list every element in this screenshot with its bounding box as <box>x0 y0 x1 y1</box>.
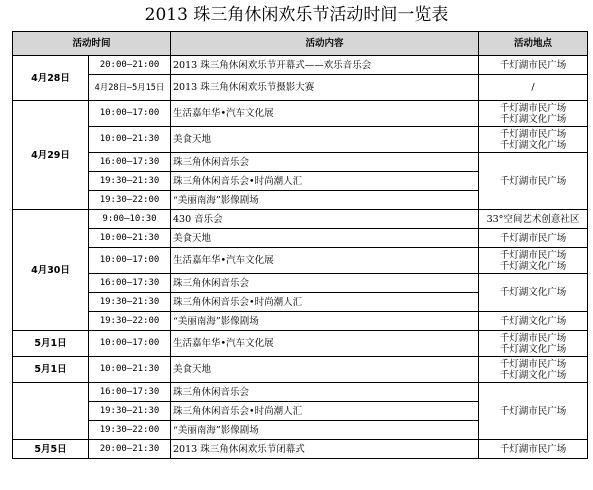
date-cell: 5月5日 <box>13 440 89 459</box>
place-cell: 千灯湖文化广场 <box>479 274 588 312</box>
time-cell: 19:30—21:30 <box>89 402 171 421</box>
table-row <box>13 440 588 459</box>
time-cell: 19:30—21:30 <box>89 293 171 312</box>
place-cell: 千灯湖市民广场 千灯湖文化广场 <box>479 331 588 357</box>
place-cell: 千灯湖市民广场 千灯湖文化广场 <box>479 248 588 274</box>
table-row <box>13 383 588 402</box>
event-cell: 生活嘉年华•汽车文化展 <box>171 331 479 357</box>
time-cell: 9:00—10:30 <box>89 210 171 229</box>
table-row <box>13 101 588 127</box>
event-cell: 2013 珠三角休闲欢乐节摄影大赛 <box>171 75 479 101</box>
event-cell: 430 音乐会 <box>171 210 479 229</box>
time-cell: 10:00—17:00 <box>89 331 171 357</box>
table-row <box>13 153 588 172</box>
table-row <box>13 229 588 248</box>
time-cell: 10:00—17:00 <box>89 101 171 127</box>
table-row <box>13 312 588 331</box>
place-cell: 千灯湖市民广场 <box>479 56 588 75</box>
event-cell: 珠三角休闲音乐会 <box>171 153 479 172</box>
event-cell: 珠三角休闲音乐会 <box>171 274 479 293</box>
place-cell: 千灯湖市民广场 千灯湖文化广场 <box>479 127 588 153</box>
place-cell: 33°空间艺术创意社区 <box>479 210 588 229</box>
time-cell: 10:00—17:00 <box>89 248 171 274</box>
time-cell: 16:00—17:30 <box>89 153 171 172</box>
event-cell: 美食天地 <box>171 357 479 383</box>
event-cell: “美丽南海”影像剧场 <box>171 191 479 210</box>
event-cell: “美丽南海”影像剧场 <box>171 421 479 440</box>
table-row <box>13 357 588 383</box>
place-cell: 千灯湖市民广场 千灯湖文化广场 <box>479 101 588 127</box>
table-row <box>13 331 588 357</box>
place-cell: 千灯湖市民广场 <box>479 229 588 248</box>
table-row <box>13 248 588 274</box>
event-cell: 珠三角休闲音乐会•时尚潮人汇 <box>171 172 479 191</box>
time-cell: 20:00—21:30 <box>89 440 171 459</box>
schedule-table <box>12 31 588 459</box>
time-cell: 19:30—22:00 <box>89 421 171 440</box>
table-row <box>13 274 588 293</box>
place-cell: 千灯湖市民广场 <box>479 440 588 459</box>
date-cell: 4月28日 <box>13 56 89 101</box>
time-cell: 10:00—21:30 <box>89 127 171 153</box>
event-cell: 美食天地 <box>171 127 479 153</box>
time-cell: 10:00—21:30 <box>89 229 171 248</box>
event-cell: “美丽南海”影像剧场 <box>171 312 479 331</box>
place-cell: 千灯湖市民广场 千灯湖文化广场 <box>479 357 588 383</box>
date-cell: 5月1日 <box>13 331 89 357</box>
place-cell: / <box>479 75 588 101</box>
date-cell: 5月1日 <box>13 357 89 383</box>
time-cell: 19:30—22:00 <box>89 312 171 331</box>
event-cell: 2013 珠三角休闲欢乐节开幕式——欢乐音乐会 <box>171 56 479 75</box>
place-cell: 千灯湖文化广场 <box>479 312 588 331</box>
table-row <box>13 127 588 153</box>
page-title: 2013 珠三角休闲欢乐节活动时间一览表 <box>144 5 449 25</box>
event-cell: 2013 珠三角休闲欢乐节闭幕式 <box>171 440 479 459</box>
header-content: 活动内容 <box>171 32 479 56</box>
event-cell: 珠三角休闲音乐会•时尚潮人汇 <box>171 293 479 312</box>
place-cell: 千灯湖市民广场 <box>479 383 588 440</box>
time-cell: 16:00—17:30 <box>89 274 171 293</box>
table-row <box>13 56 588 75</box>
date-cell <box>13 383 89 440</box>
table-header-row <box>13 32 588 56</box>
place-cell: 千灯湖市民广场 <box>479 153 588 210</box>
event-cell: 生活嘉年华•汽车文化展 <box>171 248 479 274</box>
event-cell: 珠三角休闲音乐会 <box>171 383 479 402</box>
event-cell: 美食天地 <box>171 229 479 248</box>
time-cell: 20:00—21:00 <box>89 56 171 75</box>
header-time: 活动时间 <box>13 32 171 56</box>
time-cell: 10:00—21:30 <box>89 357 171 383</box>
time-cell: 16:00—17:30 <box>89 383 171 402</box>
time-cell: 19:30—21:30 <box>89 172 171 191</box>
date-cell: 4月29日 <box>13 101 89 210</box>
table-row <box>13 210 588 229</box>
time-cell: 4月28日—5月15日 <box>89 75 171 101</box>
event-cell: 珠三角休闲音乐会•时尚潮人汇 <box>171 402 479 421</box>
time-cell: 19:30—22:00 <box>89 191 171 210</box>
date-cell: 4月30日 <box>13 210 89 331</box>
table-row <box>13 75 588 101</box>
event-cell: 生活嘉年华•汽车文化展 <box>171 101 479 127</box>
header-place: 活动地点 <box>479 32 588 56</box>
